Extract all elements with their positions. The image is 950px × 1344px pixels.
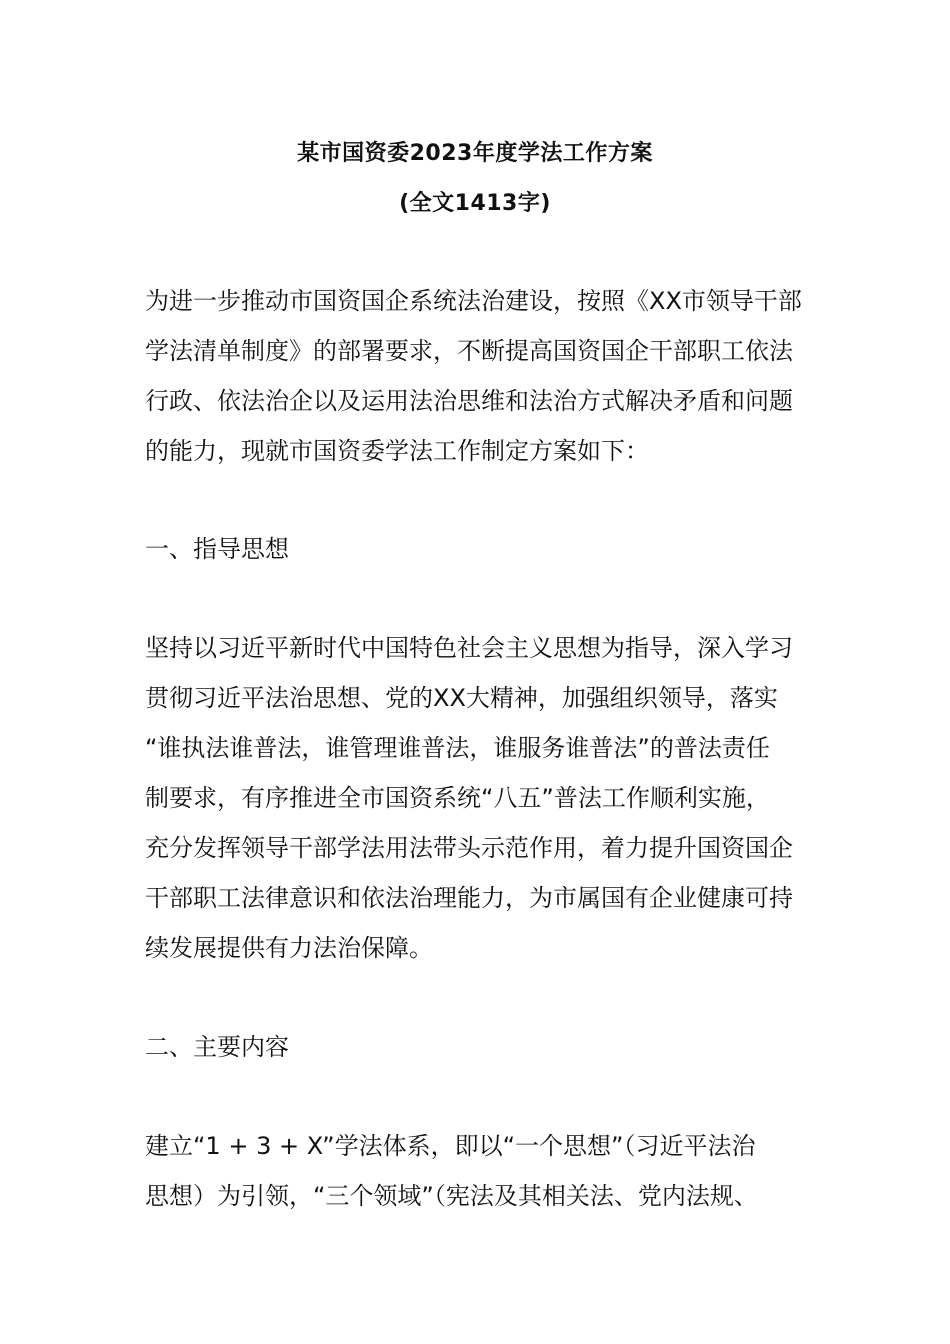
guiding-thought-paragraph — [145, 623, 810, 973]
document-subtitle: (全文1413字) — [399, 191, 551, 216]
paragraph-line: 思想）为引领，“三个领域”（宪法及其相关法、党内法规、 — [145, 1182, 758, 1210]
main-content-paragraph — [145, 1121, 810, 1221]
paragraph-line: 干部职工法律意识和依法治理能力，为市属国有企业健康可持 — [145, 884, 793, 912]
paragraph-line: 为进一步推动市国资国企系统法治建设，按照《XX市领导干部 — [145, 287, 802, 315]
paragraph-line: 充分发挥领导干部学法用法带头示范作用，着力提升国资国企 — [145, 834, 793, 862]
intro-paragraph — [145, 276, 810, 476]
paragraph-line: 续发展提供有力法治保障。 — [145, 934, 433, 962]
paragraph-line: 制要求，有序推进全市国资系统“八五”普法工作顺利实施， — [145, 784, 770, 812]
paragraph-line: 建立“1 + 3 + X”学法体系，即以“一个思想”（习近平法治 — [145, 1132, 756, 1160]
paragraph-line: 贯彻习近平法治思想、党的XX大精神，加强组织领导，落实 — [145, 684, 778, 712]
paragraph-line: 行政、依法治企以及运用法治思维和法治方式解决矛盾和问题 — [145, 387, 793, 415]
document-title: 某市国资委2023年度学法工作方案 — [297, 141, 653, 166]
section-heading-main-content: 二、主要内容 — [145, 1033, 289, 1061]
paragraph-line: 学法清单制度》的部署要求，不断提高国资国企干部职工依法 — [145, 337, 793, 365]
paragraph-line: 坚持以习近平新时代中国特色社会主义思想为指导，深入学习 — [145, 634, 793, 662]
paragraph-line: “谁执法谁普法，谁管理谁普法，谁服务谁普法”的普法责任 — [145, 734, 770, 762]
section-heading-guiding-thought: 一、指导思想 — [145, 535, 289, 563]
paragraph-line: 的能力，现就市国资委学法工作制定方案如下： — [145, 437, 649, 465]
